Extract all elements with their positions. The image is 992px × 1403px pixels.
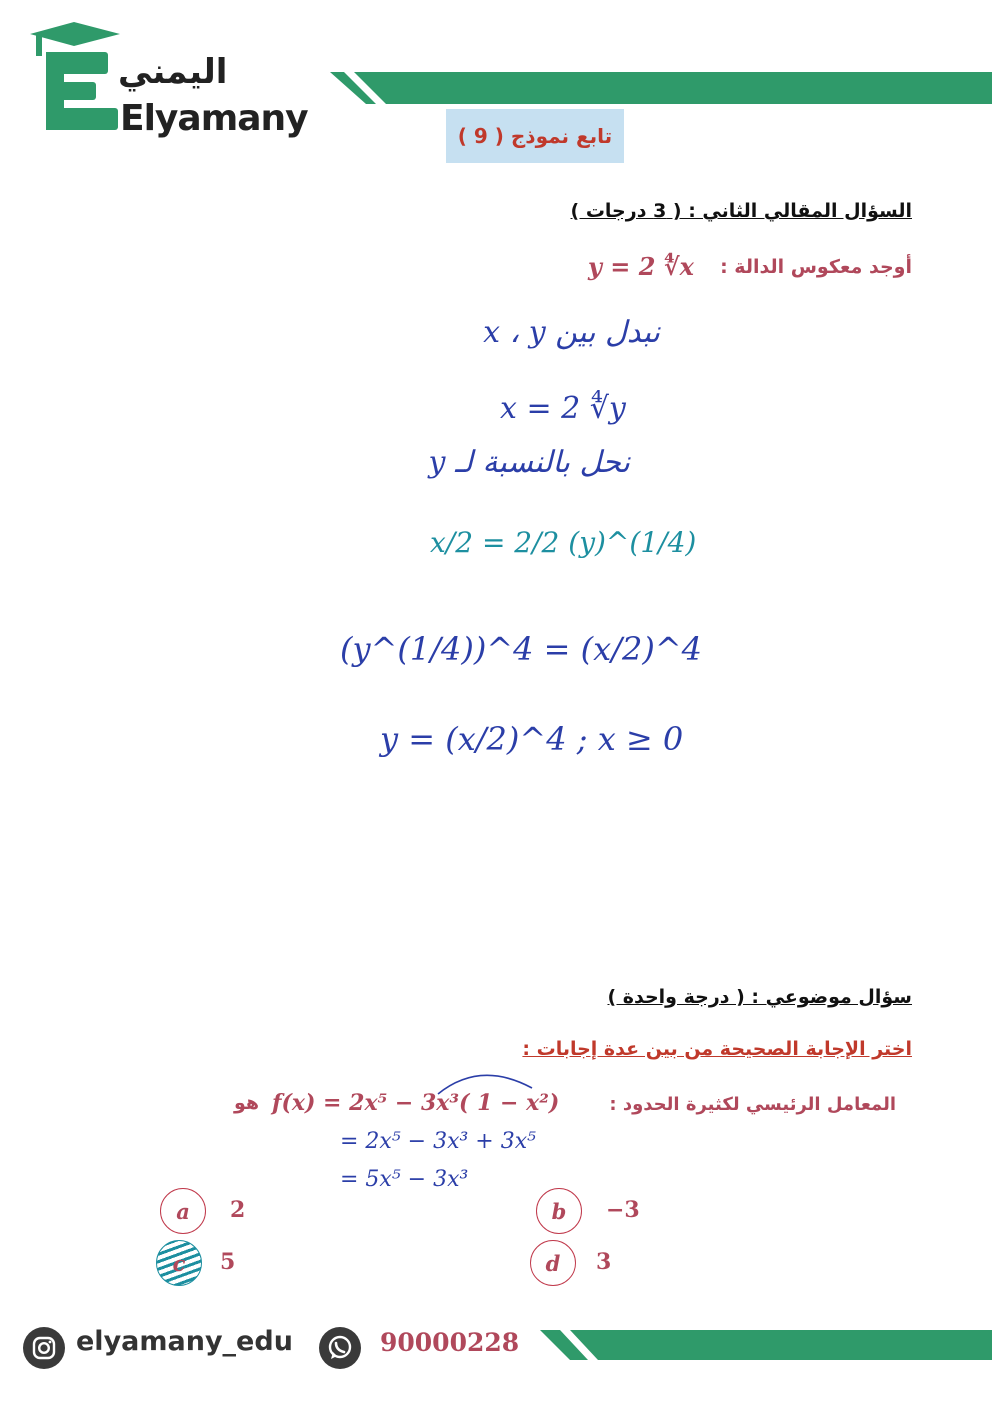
footer-stripe	[540, 1330, 992, 1360]
handwritten-solution-2	[320, 1058, 620, 1198]
work-line-1: نبدل بين x ، y	[483, 315, 660, 350]
option-a-circle[interactable]: a	[160, 1188, 206, 1234]
handwritten-solution-1	[300, 300, 860, 780]
instagram-handle: elyamany_edu	[76, 1326, 293, 1357]
option-c-circle[interactable]: c	[156, 1240, 202, 1286]
mcq-prompt: المعامل الرئيسي لكثيرة الحدود :	[609, 1094, 896, 1115]
option-b-value: −3	[606, 1197, 640, 1223]
mcq-title: سؤال موضوعي : ( درجة واحدة )	[607, 986, 912, 1008]
option-d-value: 3	[596, 1249, 612, 1275]
mcq-trailing-word: هو	[234, 1092, 260, 1114]
logo-arabic-text: اليمني	[118, 52, 228, 92]
phone-number: 90000228	[380, 1328, 520, 1357]
instagram-icon	[22, 1326, 66, 1370]
logo-english-text: Elyamany	[120, 98, 308, 139]
model-label: تابع نموذج ( 9 )	[457, 124, 613, 148]
work-line-2: x = 2 ∜y	[500, 391, 626, 426]
mcq-work-line-2: = 5x⁵ − 3x³	[340, 1167, 469, 1192]
work-line-3: نحل بالنسبة لـ y	[428, 445, 630, 480]
question2-title: السؤال المقالي الثاني : ( 3 درجات )	[570, 200, 912, 222]
option-c-value: 5	[220, 1249, 236, 1275]
mcq-formula: f(x) = 2x⁵ − 3x³( 1 − x²)	[272, 1090, 560, 1116]
mcq-work-line-1: = 2x⁵ − 3x³ + 3x⁵	[340, 1129, 536, 1154]
work-line-4: x/2 = 2/2 (y)^(1/4)	[430, 526, 697, 559]
question2-prompt: أوجد معكوس الدالة :	[720, 256, 912, 278]
work-line-5: (y^(1/4))^4 = (x/2)^4	[340, 630, 702, 668]
mcq-instruction: اختر الإجابة الصحيحة من بين عدة إجابات :	[522, 1038, 912, 1060]
option-d-circle[interactable]: d	[530, 1240, 576, 1286]
question2-formula: y = 2 ∜x	[588, 252, 694, 281]
option-a-value: 2	[230, 1197, 246, 1223]
header-stripe	[330, 72, 992, 104]
whatsapp-icon	[318, 1326, 362, 1370]
option-b-circle[interactable]: b	[536, 1188, 582, 1234]
work-line-6: y = (x/2)^4 ; x ≥ 0	[380, 720, 684, 758]
